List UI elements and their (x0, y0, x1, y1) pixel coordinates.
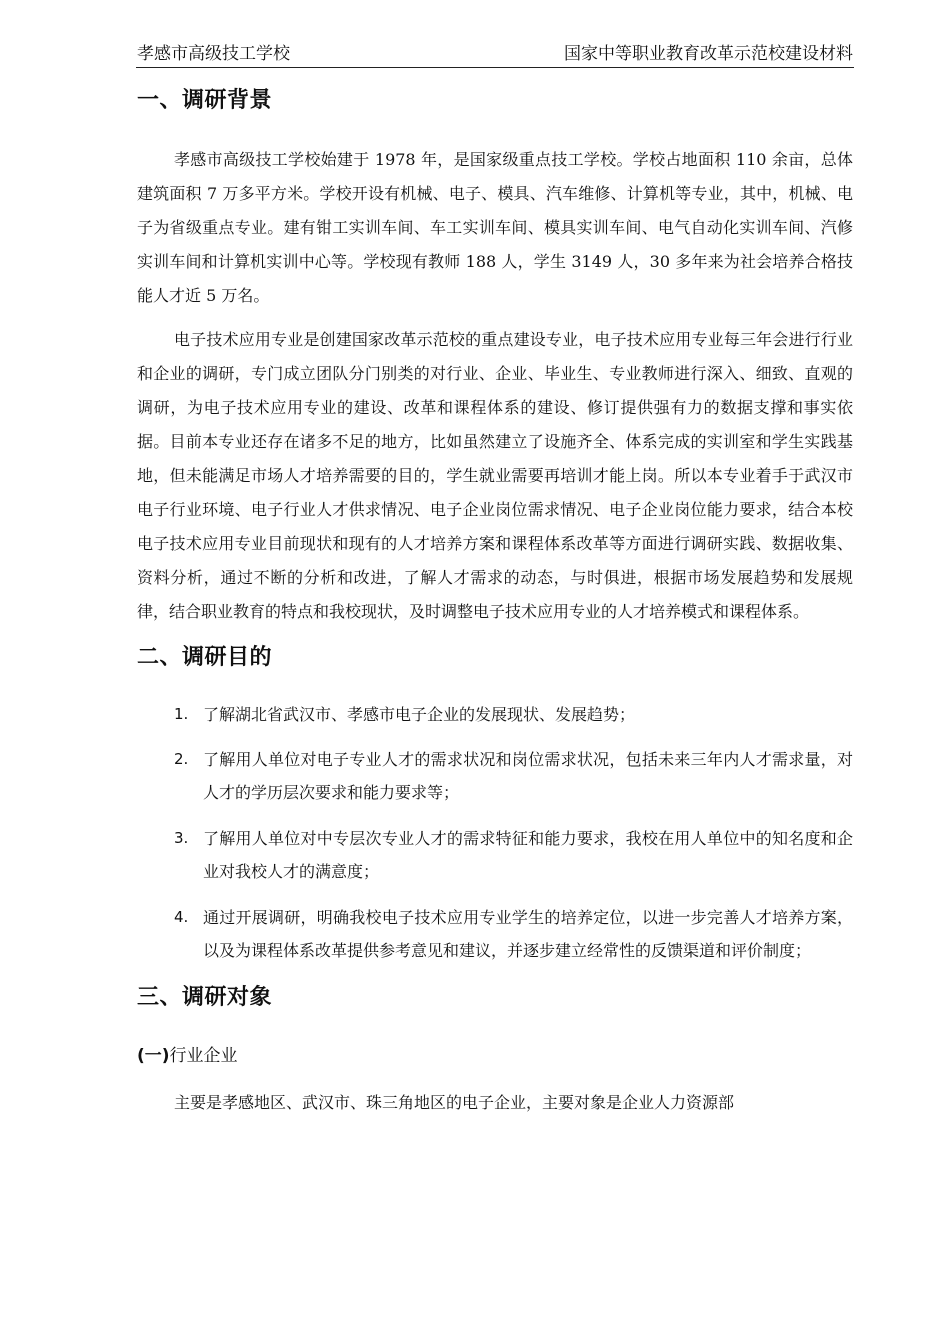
list-item-text: 了解用人单位对电子专业人才的需求状况和岗位需求状况，包括未来三年内人才需求量，对人才的学历层次要求和能力要求等； (203, 750, 853, 802)
list-item (137, 901, 853, 967)
header-document-title: 国家中等职业教育改革示范校建设材料 (564, 44, 853, 64)
section-heading-background: 一、调研背景 (137, 88, 273, 113)
purpose-list (137, 698, 853, 967)
list-item-text: 了解湖北省武汉市、孝感市电子企业的发展现状、发展趋势； (203, 705, 636, 724)
list-item-text: 了解用人单位对中专层次专业人才的需求特征和能力要求，我校在用人单位中的知名度和企业对我校人才的满意度； (203, 829, 853, 881)
subsection-heading-industry (137, 1041, 853, 1071)
section-heading-purpose: 二、调研目的 (137, 645, 273, 670)
subsection-title: 行业企业 (169, 1046, 238, 1066)
section-heading-targets: 三、调研对象 (137, 985, 273, 1010)
paragraph-industry-targets: 主要是孝感地区、武汉市、珠三角地区的电子企业，主要对象是企业人力资源部 (174, 1093, 735, 1112)
paragraph-school-intro: 孝感市高级技工学校始建于 1978 年，是国家级重点技工学校。学校占地面积 110 余亩，总体建筑面积 7 万多平方米。学校开设有机械、电子、模具、汽车维修、计算机等专业，其中，机械、电子为省级重点专业。建有钳工实训车间、车工实训车间、模具实训车间、电气自动化实训车间、汽修实训车间和计算机实训中心等。学校现有教师 188 人，学生 3149 人，30 多年来为社会培养合格技能人才近 5 万名。 (137, 150, 853, 305)
subsection-number: (一) (137, 1046, 170, 1066)
list-item-number: 4. (174, 908, 189, 926)
list-item-text: 通过开展调研，明确我校电子技术应用专业学生的培养定位，以进一步完善人才培养方案，以及为课程体系改革提供参考意见和建议，并逐步建立经常性的反馈渠道和评价制度； (203, 908, 853, 960)
list-item-number: 3. (174, 829, 189, 847)
list-item-number: 1. (174, 705, 189, 723)
list-item-number: 2. (174, 750, 189, 768)
list-item (137, 822, 853, 888)
document-body (137, 82, 853, 1120)
header-school-name: 孝感市高级技工学校 (137, 44, 290, 64)
paragraph-major-intro: 电子技术应用专业是创建国家改革示范校的重点建设专业，电子技术应用专业每三年会进行行业和企业的调研，专门成立团队分门别类的对行业、企业、毕业生、专业教师进行深入、细致、直观的调研，为电子技术应用专业的建设、改革和课程体系的建设、修订提供强有力的数据支撑和事实依据。目前本专业还存在诸多不足的地方，比如虽然建立了设施齐全、体系完成的实训室和学生实践基地，但未能满足市场人才培养需要的目的，学生就业需要再培训才能上岗。所以本专业着手于武汉市电子行业环境、电子行业人才供求情况、电子企业岗位需求情况、电子企业岗位能力要求，结合本校电子技术应用专业目前现状和现有的人才培养方案和课程体系改革等方面进行调研实践、数据收集、资料分析，通过不断的分析和改进，了解人才需求的动态，与时俱进，根据市场发展趋势和发展规律，结合职业教育的特点和我校现状，及时调整电子技术应用专业的人才培养模式和课程体系。 (137, 330, 853, 621)
list-item (137, 743, 853, 809)
header-divider (136, 67, 854, 68)
list-item (137, 698, 853, 731)
